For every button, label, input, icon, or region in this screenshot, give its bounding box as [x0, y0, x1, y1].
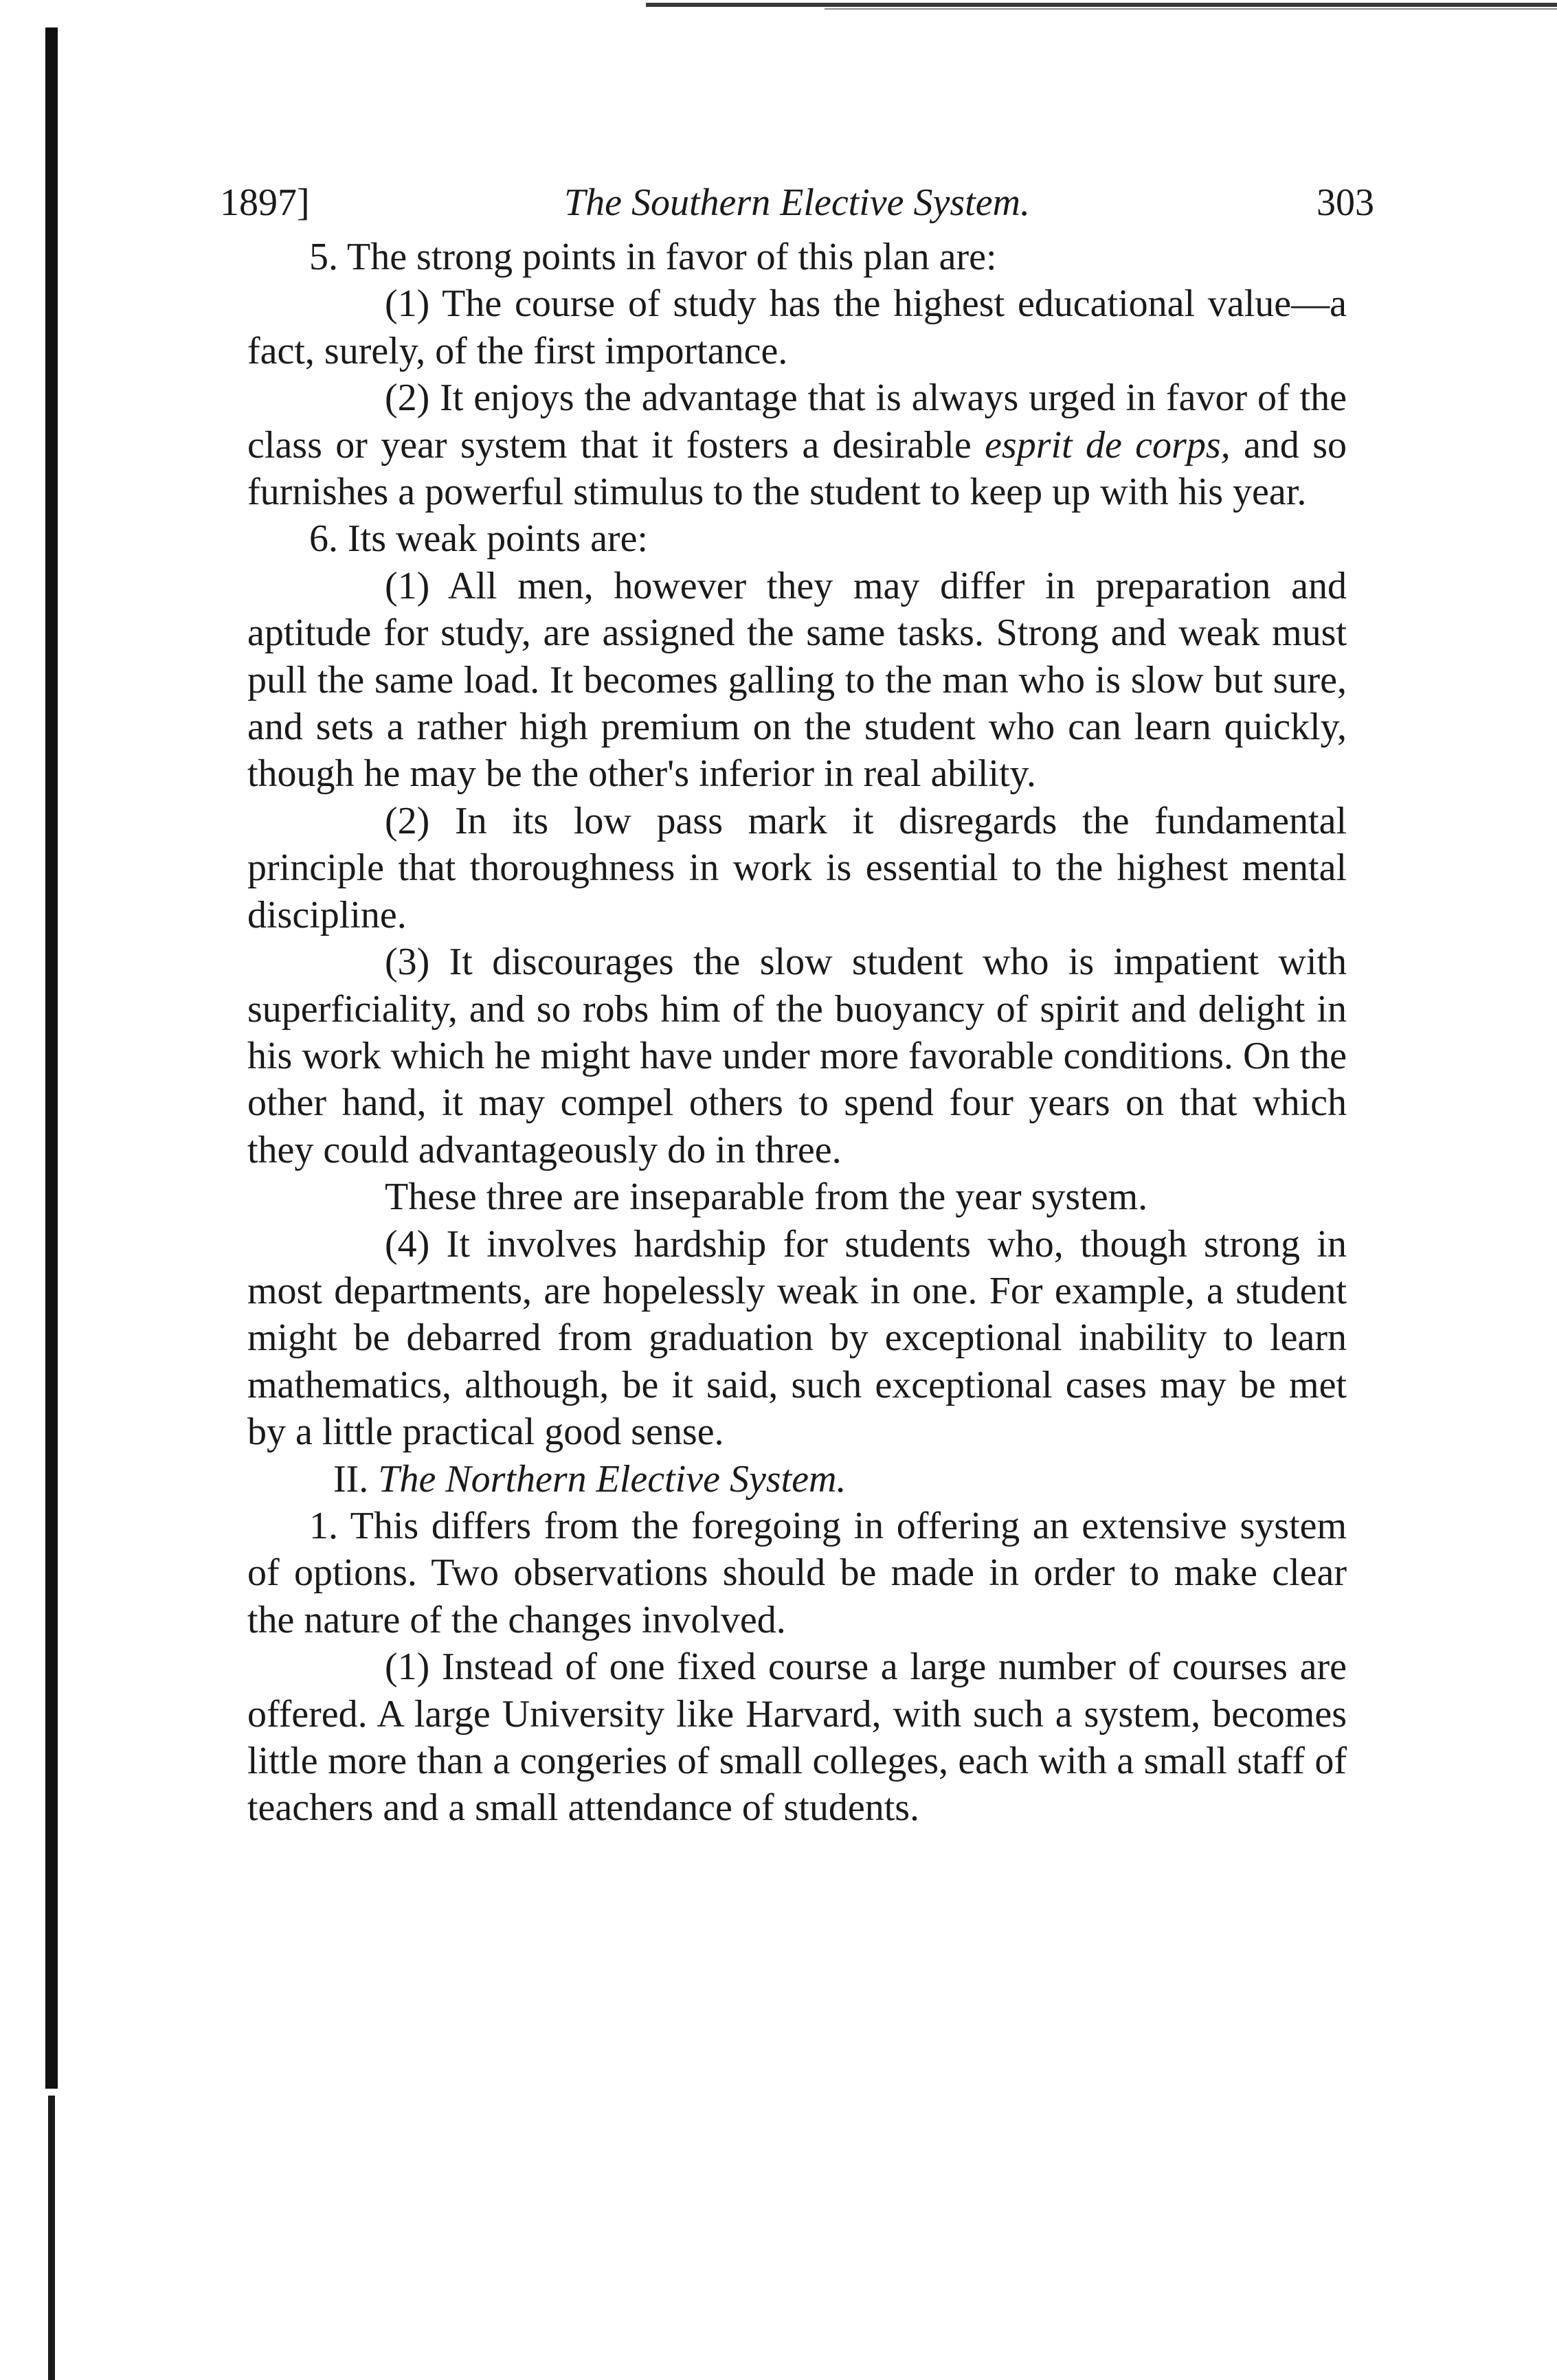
book-page — [220, 172, 1374, 1832]
paragraph — [247, 1221, 1347, 1456]
paragraph — [247, 1503, 1347, 1643]
paragraph-text: and so furnishes a powerful stimulus to the student to keep up with his year. — [247, 423, 1347, 514]
scan-top-rule — [646, 3, 1557, 7]
scan-top-rule-thin — [825, 8, 1557, 10]
paragraph-text: (1) All men, however they may differ in preparation and aptitude for study, are assigned the same tasks. Strong and weak must pull the same load. It becomes galling to the man who is slow but sure, and sets a rather high premium on the student who can learn quickly, though he may be the other's inferior in real ability. — [247, 564, 1347, 796]
paragraph — [247, 798, 1347, 939]
paragraph — [247, 374, 1347, 515]
paragraph-text: (1) The course of study has the highest educational value—a fact, surely, of the first importance. — [247, 282, 1347, 372]
running-head-title: The Southern Elective System. — [563, 181, 1030, 224]
section-heading — [247, 1456, 1347, 1503]
paragraph-text: (4) It involves hardship for students who, though strong in most departments, are hopelessly weak in one. For example, a student might be debarred from graduation by exceptional inability to learn mathematics, although, be it said, such exceptional cases may be met by a little practical good sense. — [247, 1222, 1347, 1454]
running-head-year: 1897] — [220, 181, 310, 224]
paragraph-text: (2) It enjoys the advantage that is always urged in favor of the class or year system that it fosters a desirable — [247, 377, 1347, 467]
paragraph-text: (2) In its low pass mark it disregards the fundamental principle that thoroughness in work is essential to the highest mental discipline. — [247, 799, 1347, 936]
paragraph-text: 5. The strong points in favor of this plan are: — [309, 236, 997, 278]
paragraph — [247, 939, 1347, 1174]
italic-phrase: esprit de corps, — [985, 423, 1231, 467]
page-number: 303 — [1317, 181, 1374, 224]
scan-binding-edge — [45, 27, 58, 2089]
running-head — [220, 172, 1374, 234]
paragraph — [247, 563, 1347, 798]
paragraph-text: (1) Instead of one fixed course a large number of courses are offered. A large University like Harvard, with such a system, becomes little more than a congeries of small colleges, each with a small staff of teachers and a small attendance of students. — [247, 1646, 1347, 1830]
paragraph-text: These three are inseparable from the year system. — [385, 1176, 1148, 1219]
paragraph — [247, 1643, 1347, 1832]
paragraph — [247, 1174, 1347, 1220]
section-title: The Northern Elective System. — [378, 1457, 847, 1501]
paragraph-text: 6. Its weak points are: — [309, 517, 648, 561]
paragraph-text: (3) It discourages the slow student who is impatient with superficiality, and so robs him of the buoyancy of spirit and delight in his work which he might have under more favorable conditions. On the other hand, it may compel others to spend four years on that which they could advantageously do in three. — [247, 941, 1347, 1171]
scan-binding-edge-lower — [48, 2096, 55, 2380]
body-text — [247, 234, 1347, 1832]
paragraph-text: 1. This differs from the foregoing in offering an extensive system of options. Two observations should be made in order to make clear the nature of the changes involved. — [247, 1504, 1347, 1641]
paragraph — [247, 280, 1347, 374]
paragraph — [247, 515, 1347, 562]
section-number: II. — [333, 1457, 379, 1501]
paragraph — [247, 234, 1347, 280]
